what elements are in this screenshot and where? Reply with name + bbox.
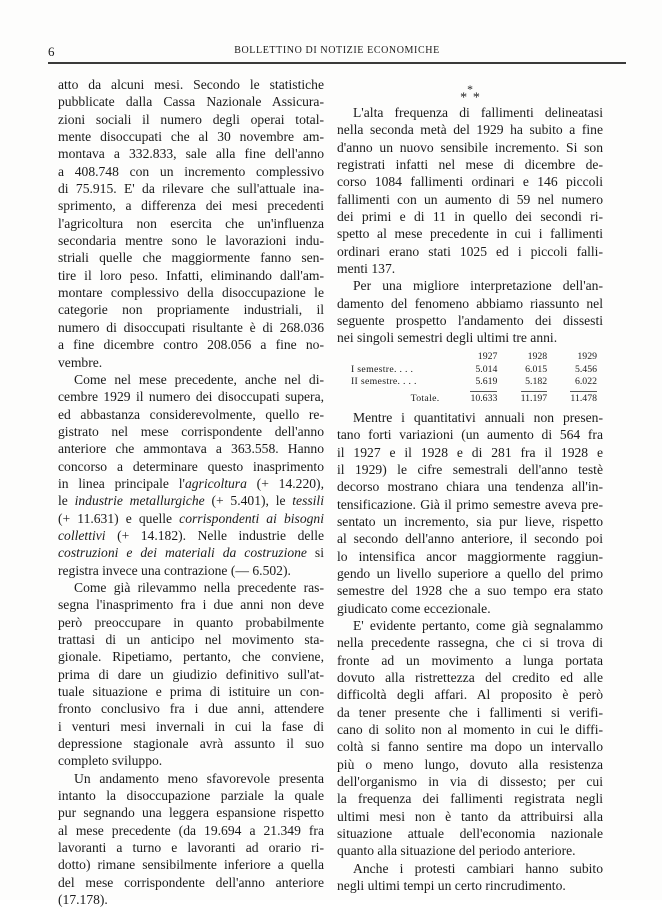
text-line: ed abbastanza considerevolmente, quello re-	[58, 406, 324, 422]
text-line: Per una migliore interpretazione dell'an-	[353, 278, 603, 294]
text-line: (17.178).	[58, 892, 108, 908]
text-line: il 1929) le cifre semestrali dell'anno testè	[337, 461, 603, 477]
text-line: lo intensifica ancor maggiormente raggiun-	[337, 548, 603, 564]
text-line: a fine dicembre contro 208.056 a fine no-	[58, 337, 324, 353]
text-line: gistrato nel mese corrispondente dell'anno	[58, 423, 324, 439]
bankruptcy-table	[351, 351, 603, 405]
header-rule	[48, 62, 626, 64]
right-column	[337, 83, 603, 894]
text-fragment: in linea principale l'	[58, 475, 185, 491]
total-label: Totale.	[410, 392, 440, 404]
page-number: 6	[48, 44, 55, 59]
text-line: mente disoccupati che al 30 novembre am-	[58, 129, 324, 145]
text-line: Mentre i quantitativi annuali non presen-	[353, 409, 603, 425]
section-separator: ***	[460, 83, 480, 106]
text-line: segna l'inasprimento fra i due anni non deve	[58, 597, 324, 613]
text-line: registrati infatti nel mese di dicembre de-	[337, 157, 603, 173]
text-line: semestre del 1928 che a suo tempo era stato	[337, 583, 603, 599]
italic-term: costruzioni e dei materiali da costruzione	[58, 545, 307, 561]
text-line: decorso mostrano chiara una tendenza all'in-	[337, 479, 603, 495]
table-row	[351, 376, 603, 389]
text-line: dei primi e di 11 in quello dei secondi ri-	[337, 209, 603, 225]
text-line	[58, 475, 324, 492]
text-line: cano di solito non al momento in cui le diffi-	[337, 722, 603, 737]
text-fragment: (+ 5.401), le	[204, 493, 293, 509]
text-line: atto da alcuni mesi. Secondo le statistiche	[58, 77, 324, 92]
text-line	[58, 544, 324, 561]
italic-term: corrispondenti ai bisogni	[179, 510, 324, 526]
text-fragment: si	[306, 545, 324, 561]
text-line: completo sviluppo.	[58, 753, 163, 769]
text-line: al mese precedente (da 19.694 a 21.349 fra	[58, 822, 324, 838]
text-line: dovuto alla ristrettezza del credito ed alle	[337, 669, 603, 685]
text-line: quanto alla situazione del periodo anteriore.	[337, 843, 576, 859]
total-cell: 10.633	[470, 392, 498, 404]
text-line: ordinari erano stati 1025 ed i piccoli falli-	[337, 243, 603, 259]
text-line: sentato un incremento, sia pur lieve, rispetto	[337, 513, 603, 529]
text-line: Come già rilevammo nella precedente ras-	[74, 579, 324, 595]
text-line	[58, 510, 324, 527]
text-line: Anche i protesti cambiari hanno subito	[353, 860, 603, 876]
text-line: prima di dare un giudizio definitivo sull'at-	[58, 666, 324, 682]
text-fragment: (+ 14.220),	[246, 475, 324, 491]
table-cell: 5.619	[475, 376, 498, 388]
table-cell: 6.022	[574, 376, 597, 388]
text-line: ultimi mesi non è tanto da attribuirsi alla	[337, 808, 603, 824]
text-line: i venturi mesi invernali in cui la fase di	[58, 718, 324, 734]
text-line: più o meno lungo, dovuto alla resistenza	[337, 756, 603, 772]
text-line: situazione attuale dell'economia nazionale	[337, 826, 603, 842]
text-line: dell'organismo in via di dissesto; per cui	[337, 774, 603, 790]
text-line: registra invece una contrazione (— 6.502).	[58, 562, 291, 578]
text-line: del mese corrispondente dell'anno anteriore	[58, 874, 324, 890]
italic-term: tessili	[292, 493, 324, 509]
text-line: tire il loro peso. Infatti, eliminando dall'am-	[58, 267, 324, 283]
text-line: d'anno un nuovo sensibile incremento. Si son	[337, 139, 603, 155]
text-fragment: le	[58, 493, 75, 509]
left-column	[58, 76, 324, 909]
italic-term: agricoltura	[184, 475, 247, 491]
table-cell: 5.456	[574, 363, 597, 375]
analysis-paragraphs	[337, 409, 603, 895]
text-line: E' evidente pertanto, come già segnalammo	[353, 617, 603, 633]
text-line: a 408.748 con un incremento complessivo	[58, 163, 324, 179]
text-line: difficoltà degli affari. Al proposito è però	[337, 687, 603, 703]
text-line: intanto la disoccupazione parziale la quale	[58, 788, 324, 804]
total-cell: 11.197	[520, 392, 548, 404]
text-line: nella precedente rassegna, che ci si trova di	[337, 635, 603, 651]
text-line	[58, 527, 324, 544]
text-line: nella seconda metà del 1929 ha subito a fine	[337, 122, 603, 138]
text-line: spetto al mese precedente in cui i fallimenti	[337, 226, 603, 242]
text-line: Come nel mese precedente, anche nel di-	[74, 371, 324, 387]
running-title: BOLLETTINO DI NOTIZIE ECONOMICHE	[234, 45, 440, 56]
text-line: menti 137.	[337, 261, 396, 277]
text-line: concorso a determinare questo inasprimento	[58, 458, 324, 474]
text-line: l'agricoltura non esercita che un'influenza	[58, 215, 324, 231]
text-line: gionale. Ripetiamo, pertanto, che conviene,	[58, 649, 324, 665]
italic-term: industrie metallurgiche	[74, 493, 205, 509]
row-label: I semestre. . . .	[351, 363, 414, 375]
text-line: tensificazione. Già il primo semestre aveva pre-	[337, 496, 603, 512]
table-total-row	[351, 388, 603, 405]
text-line: giudicato come eccezionale.	[337, 600, 491, 616]
text-line: nei singoli semestri degli ultimi tre anni.	[337, 330, 558, 346]
text-line: negli ultimi tempi un certo rincrudimento.	[337, 878, 566, 894]
text-line: Un andamento meno sfavorevole presenta	[74, 770, 324, 786]
text-line: sprimento, a differenza dei mesi precedenti	[58, 198, 324, 214]
total-cell: 11.478	[570, 392, 597, 404]
italic-term: collettivi	[58, 527, 106, 543]
text-line: montava a 332.833, sale alla fine dell'anno	[58, 146, 324, 162]
page-header	[48, 42, 626, 62]
text-line: gendo un livello superiore a quello del primo	[337, 565, 603, 581]
table-cell: 5.182	[525, 376, 548, 388]
table-header-row	[351, 351, 603, 364]
text-fragment: (+ 11.631) e quelle	[58, 510, 180, 526]
text-line: tano forti variazioni (un aumento di 564 fra	[337, 427, 603, 443]
text-line: lavoranti a turno e lavoranti ad orario ri-	[58, 840, 324, 856]
text-line: di 75.915. E' da rilevare che sull'attuale ina-	[58, 181, 324, 197]
text-line: pur segnando una leggera espansione rispetto	[58, 805, 324, 821]
text-line: seguente prospetto l'andamento dei dissesti	[337, 313, 603, 329]
text-line: trattasi di un anticipo nel movimento sta-	[58, 632, 324, 647]
text-line: corso 1084 fallimenti ordinari e 146 piccoli	[337, 174, 603, 190]
text-fragment: (+ 14.182). Nelle industrie delle	[105, 527, 324, 543]
column-header: 1927	[477, 351, 498, 363]
text-line: da tener presente che i fallimenti si verifi-	[337, 704, 603, 720]
text-line: tuale situazione e prima di istituire un con-	[58, 684, 324, 700]
text-line: il 1927 e il 1928 e di 281 fra il 1928 e	[337, 444, 603, 460]
text-line: secondaria mentre sono le lavorazioni indu-	[58, 233, 324, 249]
text-line: montare complessivo della disoccupazione le	[58, 285, 324, 301]
text-line: L'alta frequenza di fallimenti delineatasi	[353, 105, 603, 120]
text-line: coltà si fanno sentire ma dopo un intervallo	[337, 739, 603, 755]
table-cell: 6.015	[525, 363, 548, 375]
text-line: depressione stagionale avrà assunto il suo	[58, 736, 324, 752]
text-line: al secondo dell'anno anteriore, il secondo poi	[337, 531, 603, 547]
column-header: 1928	[527, 351, 548, 363]
bankruptcy-paragraphs	[337, 104, 603, 347]
text-line: zioni sociali il numero degli operai total-	[58, 111, 324, 127]
text-line: anteriore che ammontava a 363.558. Hanno	[58, 441, 324, 457]
table-row	[351, 363, 603, 376]
text-line: la frequenza dei fallimenti registrata negli	[337, 791, 603, 807]
column-header: 1929	[577, 351, 597, 363]
text-line	[58, 492, 324, 509]
table-cell: 5.014	[475, 363, 498, 375]
text-line: numero di disoccupati risultante è di 268.036	[58, 319, 324, 335]
text-line: striali quelle che maggiormente fanno sen-	[58, 250, 324, 266]
text-line: però preoccupare in quanto probabilmente	[58, 614, 324, 630]
text-line: cembre 1929 il numero dei disoccupati supera,	[58, 389, 324, 405]
text-line: vembre.	[58, 354, 103, 370]
text-line: fallimenti con un aumento di 59 nel numero	[337, 191, 603, 207]
text-line: dotto) rimane sensibilmente inferiore a quella	[58, 857, 324, 873]
text-line: fronto conclusivo fra i due anni, attendere	[58, 701, 324, 717]
text-line: damento del fenomeno abbiamo riassunto nel	[337, 295, 603, 311]
text-line: categorie non propriamente industriali, il	[58, 302, 324, 318]
row-label: II semestre. . . .	[351, 376, 417, 388]
text-line: fronte ad un movimento a lunga portata	[337, 652, 603, 668]
text-line: pubblicate dalla Cassa Nazionale Assicura-	[58, 94, 324, 110]
